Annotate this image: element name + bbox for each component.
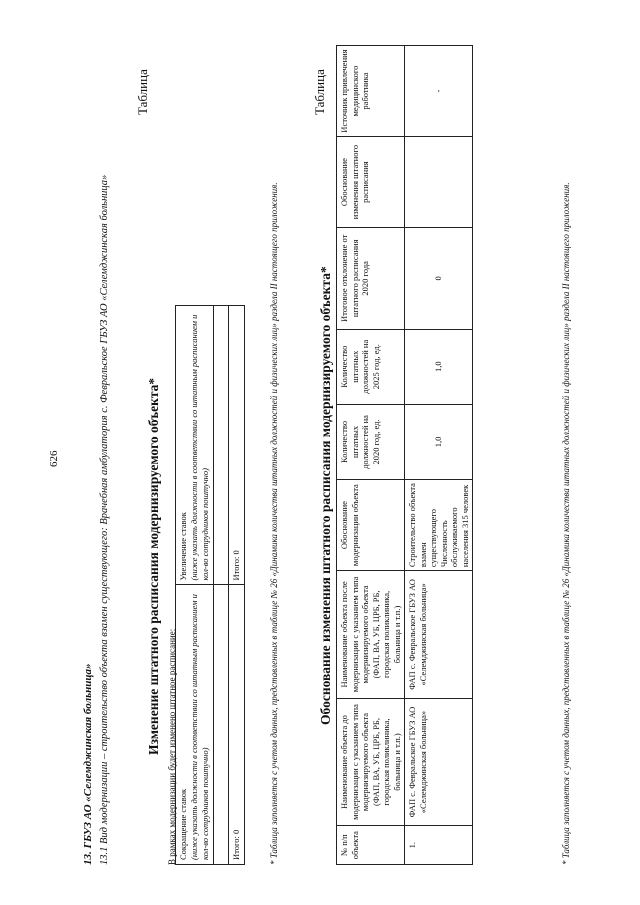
footnote-1: * Таблица заполняется с учетом данных, представленных в таблице № 26 «Динамика количества штатных должностей и физических лиц» раздела II настоящего приложения. (269, 182, 279, 865)
header-cell: Наименование объекта до модернизации с указанием типа модернизируемого объекта (ФАП, ВА, УБ, ЦРБ, РБ, городская поликлиника, больница и т.п.) (337, 698, 405, 826)
table-cell (176, 306, 214, 586)
table1-title: Изменение штатного расписания модернизируемого объекта* (146, 377, 161, 755)
header-cell: Наименование объекта после модернизации с указанием типа модернизируемого объекта (ФАП, ВА, УБ, ЦРБ, РБ, городская поликлиника, больница и т.п.) (337, 571, 405, 699)
table-row (229, 306, 245, 865)
table-header-row (337, 46, 405, 865)
table-row (214, 306, 229, 865)
footnote-2: * Таблица заполняется с учетом данных, представленных в таблице № 26 «Динамика количества штатных должностей и физических лиц» раздела II настоящего приложения. (561, 182, 571, 865)
row-cell-2025: 1,0 (405, 329, 473, 404)
page-number: 626 (48, 450, 60, 467)
row-cell-after: ФАП с. Февральское ГБУЗ АО «Селемджинская больница» (405, 571, 473, 699)
table1-intro: В рамках модернизации будет изменено штатное расписание: (167, 628, 177, 865)
header-cell: Обоснование модернизации объекта (337, 480, 405, 571)
row-cell-number: 1. (405, 826, 473, 865)
row-cell-2020: 1,0 (405, 404, 473, 479)
staff-change-table (175, 305, 245, 865)
table-cell (214, 306, 229, 586)
section-subheading: 13.1 Вид модернизации – строительство объекта взамен существующего: Врачебная амбулатория с. Февральское ГБУЗ АО «Селемджинская больница» (99, 174, 110, 865)
table-row (405, 46, 473, 865)
header-cell: Источник привлечения медицинского работника (337, 46, 405, 137)
table-cell (176, 585, 214, 865)
row-cell-deviation: 0 (405, 228, 473, 329)
header-cell: Количество штатных должностей на 2020 год, ед. (337, 404, 405, 479)
header-cell: № п/п объекта (337, 826, 405, 865)
col2-header: Увеличение ставок (178, 512, 188, 581)
table2-title: Обоснование изменения штатного расписания модернизируемого объекта* (318, 266, 333, 725)
total-cell: Итого: 0 (229, 306, 245, 586)
table1-label: Таблица (135, 69, 150, 115)
col1-header: Сокращение ставок (178, 788, 188, 860)
row-cell-justification: Строительство объекта взамен существующего Численность обслуживаемого населения 315 человек (405, 480, 473, 571)
row-cell-change-reason (405, 137, 473, 228)
row-cell-before: ФАП с. Февральское ГБУЗ АО «Селемджинская больница» (405, 698, 473, 826)
table-cell (214, 585, 229, 865)
col2-note: (ниже указать должности в соответствии со штатным расписанием и кол-во сотрудников поштучно) (189, 314, 210, 581)
header-cell: Обоснование изменения штатного расписания (337, 137, 405, 228)
row-cell-source: - (405, 46, 473, 137)
total-cell: Итого: 0 (229, 585, 245, 865)
table2-label: Таблица (312, 69, 327, 115)
header-cell: Количество штатных должностей на 2025 год, ед. (337, 329, 405, 404)
col1-note: (ниже указать должности в соответствии со штатным расписанием и кол-во сотрудников поштучно) (189, 594, 210, 860)
header-cell: Итоговое отклонение от штатного расписания 2020 года (337, 228, 405, 329)
section-heading: 13. ГБУЗ АО «Селемджинская больница» (82, 663, 94, 865)
staff-justification-table (336, 45, 473, 865)
table-row (176, 306, 214, 865)
